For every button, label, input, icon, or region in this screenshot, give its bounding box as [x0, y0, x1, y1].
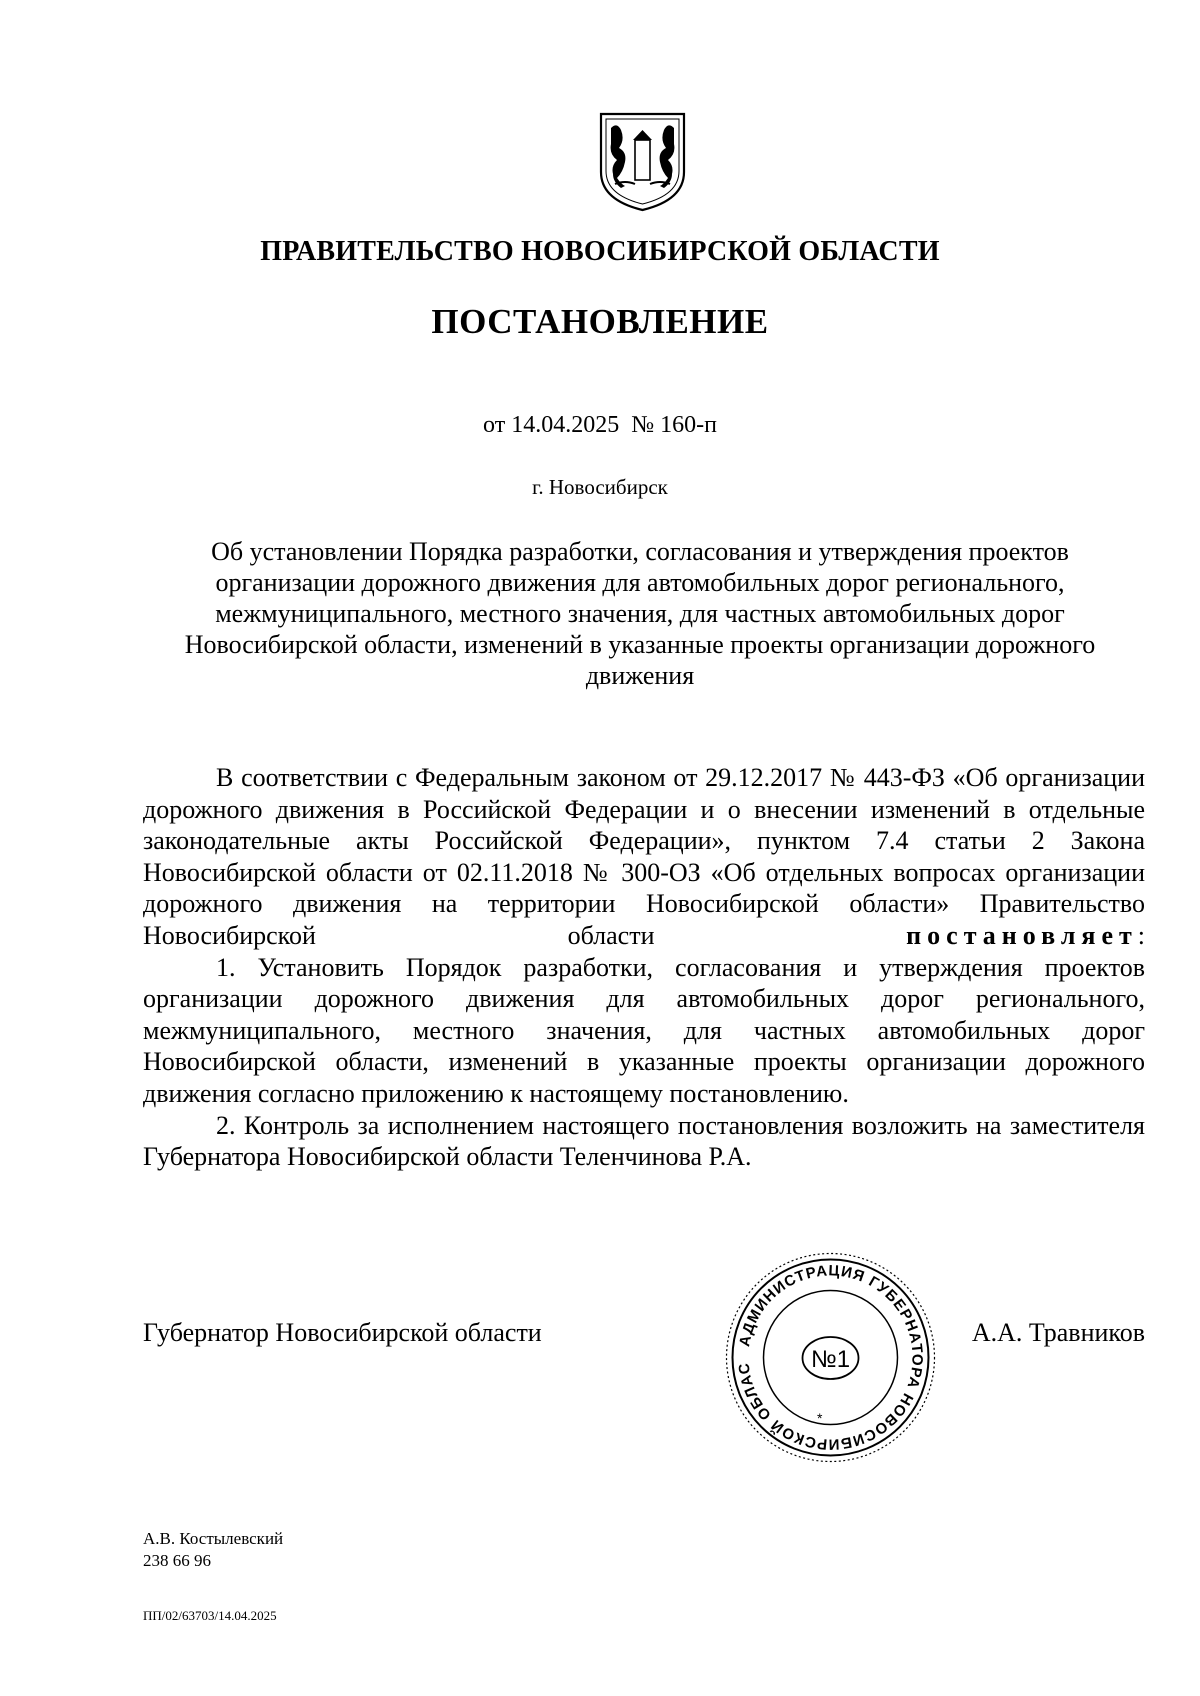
item-2: 2. Контроль за исполнением настоящего постановления возложить на заместителя Губернатора Новосибирской области Теленчинова Р.А. — [143, 1110, 1145, 1172]
decides-colon: : — [1137, 920, 1146, 950]
executor-name: А.В. Костылевский — [143, 1529, 284, 1548]
decides-word: постановляет — [906, 920, 1138, 950]
document-title: Об установлении Порядка разработки, согласования и утверждения проектов организации дорожного движения для автомобильных дорог регионального, межмуниципального, местного значения, для частных автомобильных дорог Новосибирской области, изменений в указанные проекты организации дорожного движения — [184, 537, 1096, 690]
registration-number: ПП/02/63703/14.04.2025 — [143, 1608, 277, 1623]
executor-phone: 238 66 96 — [143, 1551, 211, 1570]
signatory-name: А.А. Травников — [971, 1318, 1145, 1347]
document-body — [143, 762, 1145, 1173]
item-1: 1. Установить Порядок разработки, согласования и утверждения проектов организации дорожного движения для автомобильных дорог регионального, межмуниципального, местного значения, для частных автомобильных дорог Новосибирской области, изменений в указанные проекты организации дорожного движения согласно приложению к настоящему постановлению. — [143, 952, 1145, 1108]
date-and-number: от 14.04.2025 № 160-п — [483, 412, 717, 438]
preamble-paragraph — [143, 762, 1145, 952]
document-type: ПОСТАНОВЛЕНИЕ — [431, 302, 769, 341]
seal-number: №1 — [810, 1346, 851, 1373]
city: г. Новосибирск — [532, 475, 668, 499]
seal-ring-text: АДМИНИСТРАЦИЯ ГУБЕРНАТОРА НОВОСИБИРСКОЙ ОБЛАС — [735, 1262, 926, 1453]
svg-text:*: * — [817, 1410, 823, 1426]
executor-block — [143, 1528, 283, 1572]
organization-name: ПРАВИТЕЛЬСТВО НОВОСИБИРСКОЙ ОБЛАСТИ — [260, 236, 940, 267]
preamble-text: В соответствии с Федеральным законом от 29.12.2017 № 443-ФЗ «Об организации дорожного движения в Российской Федерации и о внесении изменений в отдельные законодательные акты Российской Федерации», пунктом 7.4 статьи 2 Закона Новосибирской области от 02.11.2018 № 300-ОЗ «Об отдельных вопросах организации дорожного движения на территории Новосибирской области» Правительство Новосибирской области — [143, 763, 1145, 950]
coat-of-arms-icon — [597, 110, 688, 212]
signatory-position: Губернатор Новосибирской области — [143, 1318, 542, 1347]
official-seal-icon — [723, 1250, 938, 1465]
